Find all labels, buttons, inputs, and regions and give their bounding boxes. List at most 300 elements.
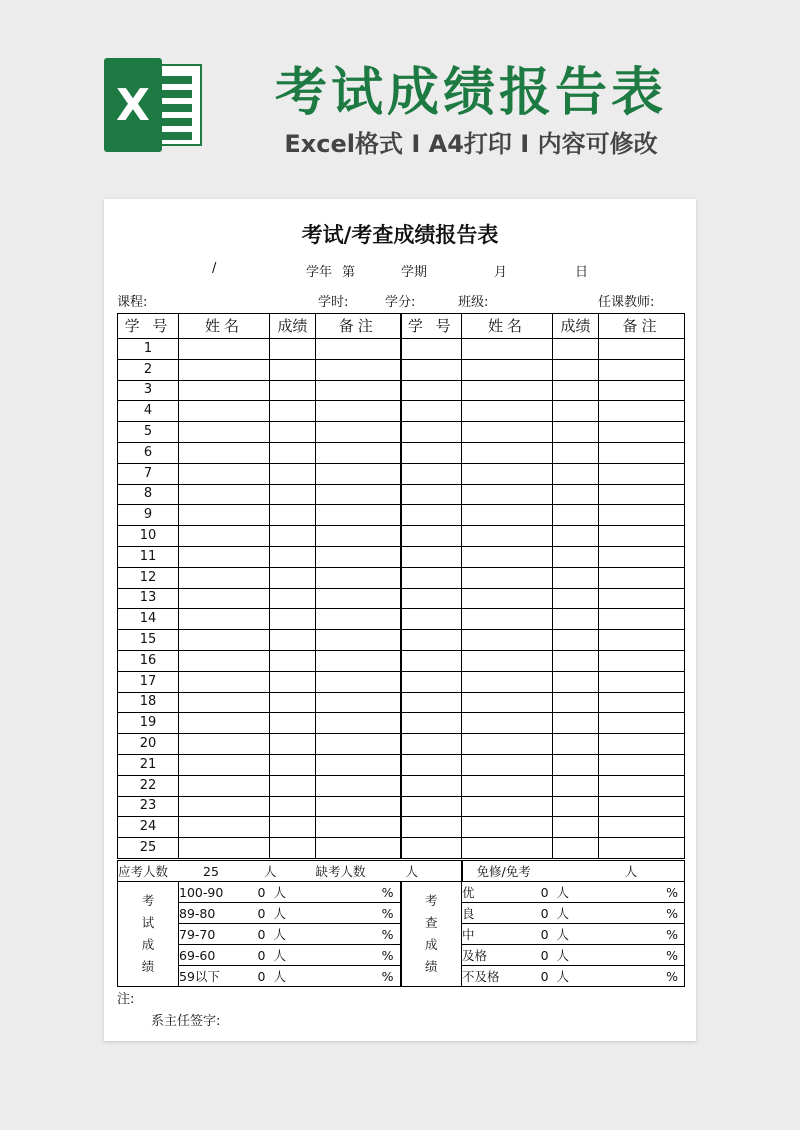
excel-icon: [104, 58, 204, 152]
exam-count: 0: [233, 882, 270, 903]
excel-letter: X: [116, 80, 150, 131]
name-cell[interactable]: [179, 838, 270, 859]
table-row: [118, 380, 685, 401]
name-cell[interactable]: [179, 463, 270, 484]
table-row: [118, 671, 685, 692]
score-cell-2[interactable]: [553, 339, 599, 360]
score-cell-2[interactable]: [553, 817, 599, 838]
score-cell-2[interactable]: [553, 650, 599, 671]
exam-pct: %: [316, 924, 401, 945]
takers-value: 25: [203, 863, 219, 879]
table-row: [118, 754, 685, 775]
remark-cell[interactable]: [316, 775, 401, 796]
exam-pct: %: [316, 882, 401, 903]
remark-cell-2[interactable]: [599, 442, 685, 463]
table-row: [118, 817, 685, 838]
score-cell[interactable]: [270, 422, 316, 443]
name-cell[interactable]: [179, 588, 270, 609]
table-row: [118, 775, 685, 796]
remark-cell[interactable]: [316, 339, 401, 360]
exam-pct: %: [316, 903, 401, 924]
table-row: [118, 546, 685, 567]
row-number-2[interactable]: [401, 588, 462, 609]
name-cell[interactable]: [179, 796, 270, 817]
score-cell[interactable]: [270, 650, 316, 671]
check-grade: 良: [462, 903, 516, 924]
score-cell-2[interactable]: [553, 526, 599, 547]
name-cell-2[interactable]: [462, 671, 553, 692]
score-cell[interactable]: [270, 505, 316, 526]
row-number-2[interactable]: [401, 734, 462, 755]
remark-cell-2[interactable]: [599, 817, 685, 838]
row-number-2[interactable]: [401, 754, 462, 775]
remark-cell[interactable]: [316, 713, 401, 734]
exam-count: 0: [233, 903, 270, 924]
remark-cell-2[interactable]: [599, 422, 685, 443]
table-row: [118, 588, 685, 609]
remark-cell[interactable]: [316, 505, 401, 526]
name-cell[interactable]: [179, 754, 270, 775]
banner-title: 考试成绩报告表: [274, 63, 667, 123]
row-number: 6: [118, 442, 179, 463]
remark-cell[interactable]: [316, 630, 401, 651]
table-row: [118, 567, 685, 588]
score-cell[interactable]: [270, 359, 316, 380]
name-cell[interactable]: [179, 484, 270, 505]
teacher-label: 任课教师:: [598, 295, 655, 310]
score-cell-2[interactable]: [553, 734, 599, 755]
row-number-2[interactable]: [401, 796, 462, 817]
check-score-label: 考 查 成 绩: [401, 882, 462, 987]
name-cell[interactable]: [179, 713, 270, 734]
remark-cell[interactable]: [316, 650, 401, 671]
row-number-2[interactable]: [401, 650, 462, 671]
remark-cell-2[interactable]: [599, 339, 685, 360]
row-number-2[interactable]: [401, 713, 462, 734]
name-cell[interactable]: [179, 442, 270, 463]
score-cell[interactable]: [270, 796, 316, 817]
name-cell[interactable]: [179, 380, 270, 401]
course-label: 课程:: [117, 295, 148, 310]
remark-cell[interactable]: [316, 609, 401, 630]
remark-cell-2[interactable]: [599, 359, 685, 380]
check-pct: %: [599, 903, 685, 924]
score-cell-2[interactable]: [553, 692, 599, 713]
check-grade: 及格: [462, 945, 516, 966]
absent-cell: [316, 861, 462, 882]
row-number-2[interactable]: [401, 775, 462, 796]
table-row: [118, 401, 685, 422]
row-number: 11: [118, 546, 179, 567]
summary-table: [117, 860, 685, 987]
score-cell-2[interactable]: [553, 484, 599, 505]
score-cell-2[interactable]: [553, 838, 599, 859]
name-cell[interactable]: [179, 609, 270, 630]
score-cell[interactable]: [270, 713, 316, 734]
score-cell-2[interactable]: [553, 505, 599, 526]
exam-unit: 人: [270, 903, 316, 924]
class-label: 班级:: [458, 295, 489, 310]
row-number-2[interactable]: [401, 671, 462, 692]
score-cell[interactable]: [270, 546, 316, 567]
name-cell[interactable]: [179, 567, 270, 588]
name-cell-2[interactable]: [462, 817, 553, 838]
name-cell-2[interactable]: [462, 588, 553, 609]
row-number: 8: [118, 484, 179, 505]
remark-cell[interactable]: [316, 359, 401, 380]
table-row: [118, 359, 685, 380]
remark-cell-2[interactable]: [599, 484, 685, 505]
header-name: 姓名: [179, 314, 270, 339]
report-sheet: [104, 199, 696, 1041]
exam-range: 59以下: [179, 966, 233, 987]
row-number: 13: [118, 588, 179, 609]
score-cell[interactable]: [270, 775, 316, 796]
remark-cell-2[interactable]: [599, 713, 685, 734]
row-number: 15: [118, 630, 179, 651]
remark-cell-2[interactable]: [599, 754, 685, 775]
exempt-cell: [462, 861, 685, 882]
table-row: [118, 734, 685, 755]
name-cell-2[interactable]: [462, 775, 553, 796]
score-cell-2[interactable]: [553, 380, 599, 401]
name-cell-2[interactable]: [462, 546, 553, 567]
credits-label: 学分:: [385, 295, 416, 310]
check-count: 0: [516, 945, 553, 966]
exam-range: 79-70: [179, 924, 233, 945]
score-cell[interactable]: [270, 734, 316, 755]
name-cell[interactable]: [179, 734, 270, 755]
table-header: [118, 314, 685, 339]
row-number: 23: [118, 796, 179, 817]
row-number-2[interactable]: [401, 567, 462, 588]
name-cell-2[interactable]: [462, 422, 553, 443]
exam-unit: 人: [270, 924, 316, 945]
row-number-2[interactable]: [401, 546, 462, 567]
remark-cell-2[interactable]: [599, 650, 685, 671]
table-row: [118, 422, 685, 443]
row-number-2[interactable]: [401, 380, 462, 401]
remark-cell-2[interactable]: [599, 463, 685, 484]
exam-pct: %: [316, 966, 401, 987]
score-cell[interactable]: [270, 484, 316, 505]
exam-range: 89-80: [179, 903, 233, 924]
remark-cell[interactable]: [316, 484, 401, 505]
remark-cell-2[interactable]: [599, 796, 685, 817]
table-row: [118, 484, 685, 505]
score-cell-2[interactable]: [553, 671, 599, 692]
header-id-2: 学 号: [401, 314, 462, 339]
score-cell[interactable]: [270, 671, 316, 692]
name-cell-2[interactable]: [462, 526, 553, 547]
remark-cell-2[interactable]: [599, 630, 685, 651]
remark-cell[interactable]: [316, 380, 401, 401]
remark-cell-2[interactable]: [599, 609, 685, 630]
remark-cell[interactable]: [316, 734, 401, 755]
remark-cell[interactable]: [316, 442, 401, 463]
score-cell[interactable]: [270, 817, 316, 838]
score-cell-2[interactable]: [553, 359, 599, 380]
exam-count: 0: [233, 924, 270, 945]
remark-cell-2[interactable]: [599, 526, 685, 547]
name-cell[interactable]: [179, 422, 270, 443]
exam-unit: 人: [270, 882, 316, 903]
name-cell-2[interactable]: [462, 630, 553, 651]
table-row: [118, 463, 685, 484]
check-unit: 人: [553, 945, 599, 966]
remark-cell[interactable]: [316, 796, 401, 817]
score-cell[interactable]: [270, 380, 316, 401]
score-cell[interactable]: [270, 588, 316, 609]
name-cell-2[interactable]: [462, 401, 553, 422]
score-cell[interactable]: [270, 339, 316, 360]
table-row: [118, 796, 685, 817]
table-row: [118, 650, 685, 671]
remark-cell-2[interactable]: [599, 671, 685, 692]
name-cell-2[interactable]: [462, 734, 553, 755]
check-count: 0: [516, 882, 553, 903]
month-label: 月: [494, 265, 508, 280]
score-cell-2[interactable]: [553, 422, 599, 443]
name-cell[interactable]: [179, 505, 270, 526]
score-cell-2[interactable]: [553, 609, 599, 630]
name-cell-2[interactable]: [462, 838, 553, 859]
name-cell-2[interactable]: [462, 754, 553, 775]
term-label: 学期: [401, 265, 428, 280]
remark-cell[interactable]: [316, 692, 401, 713]
row-number: 10: [118, 526, 179, 547]
row-number: 4: [118, 401, 179, 422]
row-number: 25: [118, 838, 179, 859]
name-cell[interactable]: [179, 526, 270, 547]
check-count: 0: [516, 924, 553, 945]
score-cell[interactable]: [270, 442, 316, 463]
check-pct: %: [599, 882, 685, 903]
row-number: 5: [118, 422, 179, 443]
row-number-2[interactable]: [401, 484, 462, 505]
name-cell-2[interactable]: [462, 484, 553, 505]
check-pct: %: [599, 924, 685, 945]
name-cell-2[interactable]: [462, 339, 553, 360]
row-number-2[interactable]: [401, 692, 462, 713]
remark-cell-2[interactable]: [599, 775, 685, 796]
check-grade: 优: [462, 882, 516, 903]
hours-label: 学时:: [318, 295, 349, 310]
score-cell[interactable]: [270, 838, 316, 859]
table-row: [118, 609, 685, 630]
exam-range: 69-60: [179, 945, 233, 966]
score-cell[interactable]: [270, 630, 316, 651]
remark-cell-2[interactable]: [599, 692, 685, 713]
row-number: 20: [118, 734, 179, 755]
score-cell[interactable]: [270, 463, 316, 484]
header-id: 学 号: [118, 314, 179, 339]
name-cell[interactable]: [179, 817, 270, 838]
score-cell[interactable]: [270, 692, 316, 713]
exam-range: 100-90: [179, 882, 233, 903]
row-number: 18: [118, 692, 179, 713]
banner-subtitle: Excel格式 I A4打印 I 内容可修改: [284, 130, 658, 158]
name-cell[interactable]: [179, 359, 270, 380]
table-row: [118, 526, 685, 547]
name-cell-2[interactable]: [462, 713, 553, 734]
row-number-2[interactable]: [401, 339, 462, 360]
name-cell[interactable]: [179, 692, 270, 713]
remark-cell[interactable]: [316, 567, 401, 588]
score-cell-2[interactable]: [553, 588, 599, 609]
name-cell-2[interactable]: [462, 692, 553, 713]
name-cell-2[interactable]: [462, 650, 553, 671]
remark-cell[interactable]: [316, 817, 401, 838]
remark-cell[interactable]: [316, 422, 401, 443]
check-grade: 不及格: [462, 966, 516, 987]
check-count: 0: [516, 903, 553, 924]
name-cell-2[interactable]: [462, 796, 553, 817]
score-cell[interactable]: [270, 754, 316, 775]
name-cell-2[interactable]: [462, 505, 553, 526]
score-cell-2[interactable]: [553, 754, 599, 775]
score-cell-2[interactable]: [553, 567, 599, 588]
table-row: [118, 505, 685, 526]
score-cell-2[interactable]: [553, 713, 599, 734]
remark-cell-2[interactable]: [599, 734, 685, 755]
note-label: 注:: [117, 992, 135, 1007]
exam-score-label: 考 试 成 绩: [118, 882, 179, 987]
row-number-2[interactable]: [401, 630, 462, 651]
header-remark-2: 备注: [599, 314, 685, 339]
header-name-2: 姓名: [462, 314, 553, 339]
row-number-2[interactable]: [401, 401, 462, 422]
takers-label: 应考人数: [118, 863, 169, 879]
check-unit: 人: [553, 903, 599, 924]
day-label: 日: [575, 265, 589, 280]
row-number-2[interactable]: [401, 609, 462, 630]
row-number: 19: [118, 713, 179, 734]
row-number: 21: [118, 754, 179, 775]
row-number: 16: [118, 650, 179, 671]
name-cell[interactable]: [179, 650, 270, 671]
row-number-2[interactable]: [401, 505, 462, 526]
exam-unit: 人: [270, 966, 316, 987]
score-cell-2[interactable]: [553, 775, 599, 796]
remark-cell[interactable]: [316, 671, 401, 692]
summary-row: [118, 861, 685, 882]
di-label: 第: [342, 265, 356, 280]
name-cell[interactable]: [179, 546, 270, 567]
remark-cell-2[interactable]: [599, 567, 685, 588]
table-row: [118, 442, 685, 463]
absent-label: 缺考人数: [315, 863, 366, 879]
table-row: [118, 713, 685, 734]
row-number-2[interactable]: [401, 359, 462, 380]
remark-cell[interactable]: [316, 526, 401, 547]
remark-cell-2[interactable]: [599, 546, 685, 567]
row-number-2[interactable]: [401, 526, 462, 547]
row-number-2[interactable]: [401, 422, 462, 443]
check-pct: %: [599, 945, 685, 966]
absent-unit: 人: [405, 863, 419, 879]
score-cell[interactable]: [270, 609, 316, 630]
name-cell[interactable]: [179, 630, 270, 651]
score-cell-2[interactable]: [553, 401, 599, 422]
name-cell-2[interactable]: [462, 567, 553, 588]
row-number: 24: [118, 817, 179, 838]
remark-cell-2[interactable]: [599, 401, 685, 422]
table-row: [118, 630, 685, 651]
remark-cell[interactable]: [316, 463, 401, 484]
name-cell-2[interactable]: [462, 380, 553, 401]
table-row: [118, 692, 685, 713]
score-cell[interactable]: [270, 567, 316, 588]
name-cell[interactable]: [179, 775, 270, 796]
name-cell-2[interactable]: [462, 359, 553, 380]
row-number: 7: [118, 463, 179, 484]
name-cell[interactable]: [179, 671, 270, 692]
remark-cell-2[interactable]: [599, 505, 685, 526]
table-row: [118, 838, 685, 859]
check-grade: 中: [462, 924, 516, 945]
score-cell[interactable]: [270, 526, 316, 547]
name-cell-2[interactable]: [462, 463, 553, 484]
row-number: 22: [118, 775, 179, 796]
row-number: 9: [118, 505, 179, 526]
year-label: 学年: [306, 265, 333, 280]
remark-cell[interactable]: [316, 754, 401, 775]
name-cell-2[interactable]: [462, 442, 553, 463]
row-number-2[interactable]: [401, 817, 462, 838]
header-remark: 备注: [316, 314, 401, 339]
remark-cell-2[interactable]: [599, 588, 685, 609]
row-number-2[interactable]: [401, 442, 462, 463]
exam-count: 0: [233, 966, 270, 987]
row-number: 1: [118, 339, 179, 360]
check-unit: 人: [553, 924, 599, 945]
header-score-2: 成绩: [553, 314, 599, 339]
score-cell-2[interactable]: [553, 796, 599, 817]
row-number: 17: [118, 671, 179, 692]
score-cell-2[interactable]: [553, 630, 599, 651]
row-number-2[interactable]: [401, 463, 462, 484]
name-cell[interactable]: [179, 339, 270, 360]
row-number-2[interactable]: [401, 838, 462, 859]
name-cell[interactable]: [179, 401, 270, 422]
grade-row: [118, 882, 685, 903]
score-cell[interactable]: [270, 401, 316, 422]
score-cell-2[interactable]: [553, 463, 599, 484]
score-cell-2[interactable]: [553, 442, 599, 463]
remark-cell[interactable]: [316, 401, 401, 422]
remark-cell-2[interactable]: [599, 380, 685, 401]
exam-unit: 人: [270, 945, 316, 966]
exempt-label: 免修/免考: [476, 863, 531, 879]
exam-count: 0: [233, 945, 270, 966]
sheet-title: 考试/考查成绩报告表: [301, 223, 499, 247]
score-cell-2[interactable]: [553, 546, 599, 567]
date-slash: /: [212, 261, 217, 276]
row-number: 3: [118, 380, 179, 401]
remark-cell[interactable]: [316, 588, 401, 609]
check-count: 0: [516, 966, 553, 987]
header-score: 成绩: [270, 314, 316, 339]
remark-cell-2[interactable]: [599, 838, 685, 859]
name-cell-2[interactable]: [462, 609, 553, 630]
remark-cell[interactable]: [316, 838, 401, 859]
takers-unit: 人: [263, 863, 277, 879]
remark-cell[interactable]: [316, 546, 401, 567]
row-number: 14: [118, 609, 179, 630]
row-number: 12: [118, 567, 179, 588]
signature-label: 系主任签字:: [151, 1014, 221, 1029]
